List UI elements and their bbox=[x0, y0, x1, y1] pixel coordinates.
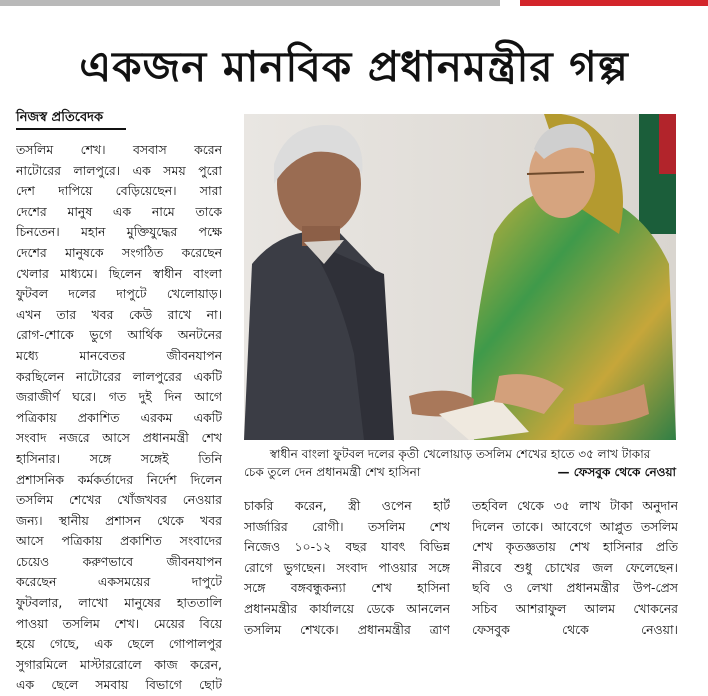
article-line: দেশের মানুষ এক নামে তাকে bbox=[16, 203, 222, 219]
caption-line-2-text: চেক তুলে দেন প্রধানমন্ত্রী শেখ হাসিনা bbox=[244, 465, 421, 479]
article-line: দিলেন তাকে। আবেগে আপ্লুত তসলিম bbox=[472, 518, 678, 534]
article-line: হয়ে গেছে, এক ছেলে গোপালপুর bbox=[16, 636, 222, 652]
article-line: জন্য। স্থানীয় প্রশাসন থেকে খবর bbox=[16, 512, 222, 528]
photo-illustration bbox=[244, 114, 676, 440]
article-line: রোগ-শোকে ভুগে আর্থিক অনটনের bbox=[16, 327, 222, 343]
article-line: করেছেন একসময়ের দাপুটে bbox=[16, 574, 222, 590]
article-column-2 bbox=[244, 496, 450, 640]
article-line: সার্জারির রোগী। তসলিম শেখ bbox=[244, 518, 450, 534]
caption-line-1: স্বাধীন বাংলা ফুটবল দলের কৃতী খেলোয়াড় তসলিম শেখের হাতে ৩৫ লাখ টাকার bbox=[269, 447, 651, 461]
article-line: চাকরি করেন, স্ত্রী ওপেন হার্ট bbox=[244, 498, 450, 513]
article-line: রোগে ভুগছেন। সংবাদ পাওয়ার সঙ্গে bbox=[244, 559, 450, 575]
article-line: করছিলেন নাটোরের লালপুরের একটি bbox=[16, 368, 222, 384]
article-line: তসলিম শেখের খোঁজখবর নেওয়ার bbox=[16, 492, 222, 508]
article-line: দেশ দাপিয়ে বেড়িয়েছেন। সারা bbox=[16, 183, 222, 199]
article-line: আসে পত্রিকায় প্রকাশিত সংবাদের bbox=[16, 533, 222, 549]
byline: নিজস্ব প্রতিবেদক bbox=[16, 110, 104, 125]
caption-line-2 bbox=[244, 463, 676, 481]
headline: একজন মানবিক প্রধানমন্ত্রীর গল্প bbox=[79, 42, 629, 91]
photo-credit: — ফেসবুক থেকে নেওয়া bbox=[557, 465, 676, 479]
news-photo bbox=[244, 114, 676, 440]
article-line: পত্রিকায় প্রকাশিত এরকম একটি bbox=[16, 409, 222, 425]
article-line: চিনতেন। মহান মুক্তিযুদ্ধের পক্ষে bbox=[16, 224, 222, 240]
article-line: তসলিম শেখ। বসবাস করেন bbox=[16, 142, 222, 157]
article-line: মধ্যে মানবেতর জীবনযাপন bbox=[16, 347, 222, 363]
article-line: সচিব আশরাফুল আলম খোকনের bbox=[472, 600, 678, 616]
article-line: ফুটবল দলের দাপুটে খেলোয়াড়। bbox=[16, 286, 222, 302]
article-line: ছবি ও লেখা প্রধানমন্ত্রীর উপ-প্রেস bbox=[472, 580, 678, 596]
article-line: এক ছেলে সমবায় বিভাগে ছোট bbox=[16, 677, 222, 693]
article-line: হাসিনার। সঙ্গে সঙ্গেই তিনি bbox=[16, 450, 222, 466]
article-line: এখন তার খবর কেউ রাখে না। bbox=[16, 306, 222, 322]
article-line: সংবাদ নজরে আসে প্রধানমন্ত্রী শেখ bbox=[16, 430, 222, 446]
article-line: দেশের মানুষকে সংগঠিত করেছেন bbox=[16, 244, 222, 260]
article-line: প্রশাসনিক কর্মকর্তাদের নির্দেশ দিলেন bbox=[16, 471, 222, 487]
article-line: নাটোরের লালপুরে। এক সময় পুরো bbox=[16, 162, 222, 178]
article-line: প্রধানমন্ত্রীর কার্যালয়ে ডেকে আনলেন bbox=[244, 600, 450, 616]
byline-underline bbox=[16, 128, 126, 130]
article-line: তসলিম শেখকে। প্রধানমন্ত্রীর ত্রাণ bbox=[244, 621, 450, 637]
article-line: নিজেও ১০-১২ বছর যাবৎ বিভিন্ন bbox=[244, 539, 450, 555]
article-line: তহবিল থেকে ৩৫ লাখ টাকা অনুদান bbox=[472, 498, 678, 513]
article-line: সুগারমিলে মাস্টাররোলে কাজ করেন, bbox=[16, 656, 222, 672]
photo-caption bbox=[244, 445, 676, 481]
article-line: নীরবে শুধু চোখের জল ফেলেছেন। bbox=[472, 559, 678, 575]
article-line: খেলার মাধ্যমে। ছিলেন স্বাধীন বাংলা bbox=[16, 265, 222, 281]
article-line: শেখ কৃতজ্ঞতায় শেখ হাসিনার প্রতি bbox=[472, 539, 678, 555]
article-line: জরাজীর্ণ ঘরে। গত দুই দিন আগে bbox=[16, 389, 222, 405]
article-line: ফেসবুক থেকে নেওয়া। bbox=[472, 621, 678, 637]
article-line: চেয়েও করুণভাবে জীবনযাপন bbox=[16, 553, 222, 569]
article-column-1 bbox=[16, 140, 222, 696]
article-line: ফুটবলার, লাখো মানুষের হাততালি bbox=[16, 595, 222, 611]
top-rule-gray bbox=[0, 0, 500, 6]
article-line: পাওয়া তসলিম শেখ। মেয়ের বিয়ে bbox=[16, 615, 222, 631]
top-rule-red bbox=[520, 0, 708, 6]
article-line: সঙ্গে বঙ্গবন্ধুকন্যা শেখ হাসিনা bbox=[244, 580, 450, 596]
article-column-3 bbox=[472, 496, 678, 640]
